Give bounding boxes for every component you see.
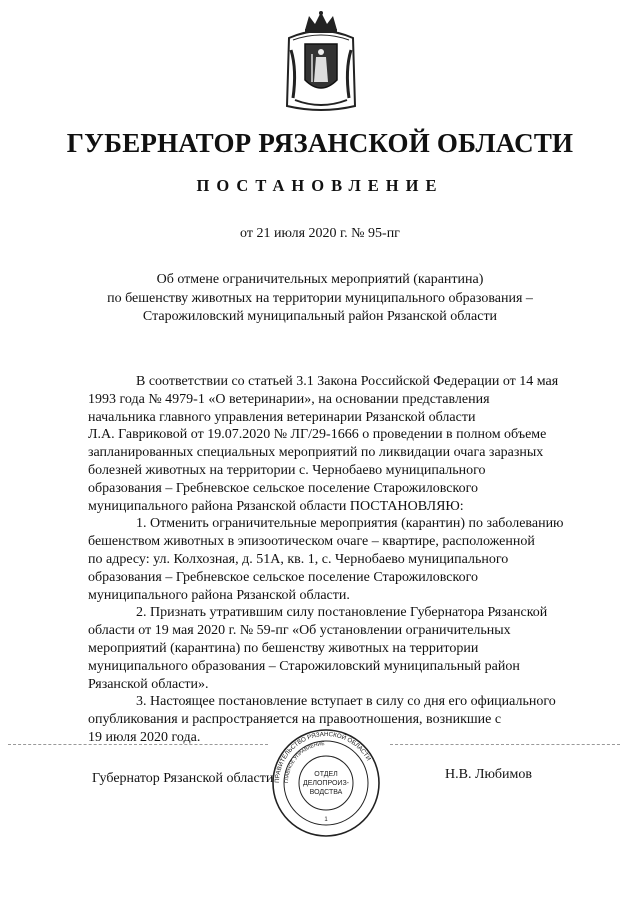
body-line: Л.А. Гавриковой от 19.07.2020 № ЛГ/29-1666 о проведении в полном объеме bbox=[88, 427, 547, 443]
body-line: В соответствии со статьей 3.1 Закона Российской Федерации от 14 мая bbox=[136, 374, 559, 389]
document-date-number: от 21 июля 2020 г. № 95-пг bbox=[240, 226, 400, 241]
ryazan-coat-of-arms-icon bbox=[283, 10, 359, 116]
body-line: запланированных специальных мероприятий по ликвидации очага заразных bbox=[88, 445, 544, 461]
signature-position: Губернатор Рязанской области bbox=[92, 771, 274, 786]
body-line: 3. Настоящее постановление вступает в силу со дня его официального bbox=[136, 694, 556, 710]
body-line: опубликования и распространяется на правоотношения, возникшие с bbox=[88, 712, 502, 728]
subject-line: Старожиловский муниципальный район Рязанской области bbox=[142, 309, 498, 324]
signature-name: Н.В. Любимов bbox=[445, 767, 532, 782]
body-line: мероприятий (карантина) по бешенству животных на территории bbox=[88, 640, 479, 656]
official-stamp bbox=[271, 728, 381, 838]
body-line: образования – Гребневское сельское поселение Старожиловского bbox=[88, 480, 479, 496]
stamp-center-line: ДЕЛОПРОИЗ- bbox=[302, 780, 350, 787]
document-subject bbox=[92, 271, 548, 327]
body-line: 1993 года № 4979-1 «О ветеринарии», на основании представления bbox=[88, 391, 490, 407]
divider bbox=[390, 744, 620, 745]
body-line: муниципального образования – Старожиловский муниципальный район bbox=[88, 658, 520, 674]
body-line: муниципального района Рязанской области ПОСТАНОВЛЯЮ: bbox=[88, 498, 464, 514]
clause-2-paragraph bbox=[88, 604, 608, 693]
body-line: муниципального района Рязанской области. bbox=[88, 587, 350, 603]
body-line: начальника главного управления ветеринарии Рязанской области bbox=[88, 409, 476, 425]
stamp-center-line: ОТДЕЛ bbox=[314, 771, 338, 778]
stamp-number: 1 bbox=[324, 817, 328, 823]
document-type: ПОСТАНОВЛЕНИЕ bbox=[196, 176, 444, 195]
body-line: 2. Признать утратившим силу постановление Губернатора Рязанской bbox=[136, 605, 548, 621]
body-line: образования – Гребневское сельское поселение Старожиловского bbox=[88, 569, 479, 585]
stamp-inner-text: ГЛАВНОЕ УПРАВЛЕНИЕ bbox=[283, 740, 325, 784]
subject-line: по бешенству животных на территории муниципального образования – bbox=[107, 290, 533, 306]
body-line: по адресу: ул. Колхозная, д. 51А, кв. 1, с. Чернобаево муниципального bbox=[88, 551, 509, 567]
document-body bbox=[88, 373, 608, 747]
body-line: области от 19 мая 2020 г. № 59-пг «Об установлении ограничительных bbox=[88, 623, 511, 639]
preamble-paragraph bbox=[88, 373, 608, 515]
body-line: 19 июля 2020 года. bbox=[88, 729, 201, 745]
stamp-outer-text: ПРАВИТЕЛЬСТВО РЯЗАНСКОЙ ОБЛАСТИ bbox=[273, 730, 372, 784]
body-line: 1. Отменить ограничительные мероприятия (карантин) по заболеванию bbox=[136, 516, 564, 532]
divider bbox=[8, 744, 268, 745]
body-line: Рязанской области». bbox=[88, 676, 209, 692]
body-line: болезней животных на территории с. Чернобаево муниципального bbox=[88, 462, 486, 478]
governor-title: ГУБЕРНАТОР РЯЗАНСКОЙ ОБЛАСТИ bbox=[66, 128, 574, 158]
clause-1-paragraph bbox=[88, 515, 608, 604]
subject-line: Об отмене ограничительных мероприятий (карантина) bbox=[156, 272, 484, 287]
body-line: бешенством животных в эпизоотическом очаге – квартире, расположенной bbox=[88, 534, 535, 550]
stamp-center-line: ВОДСТВА bbox=[309, 789, 343, 796]
